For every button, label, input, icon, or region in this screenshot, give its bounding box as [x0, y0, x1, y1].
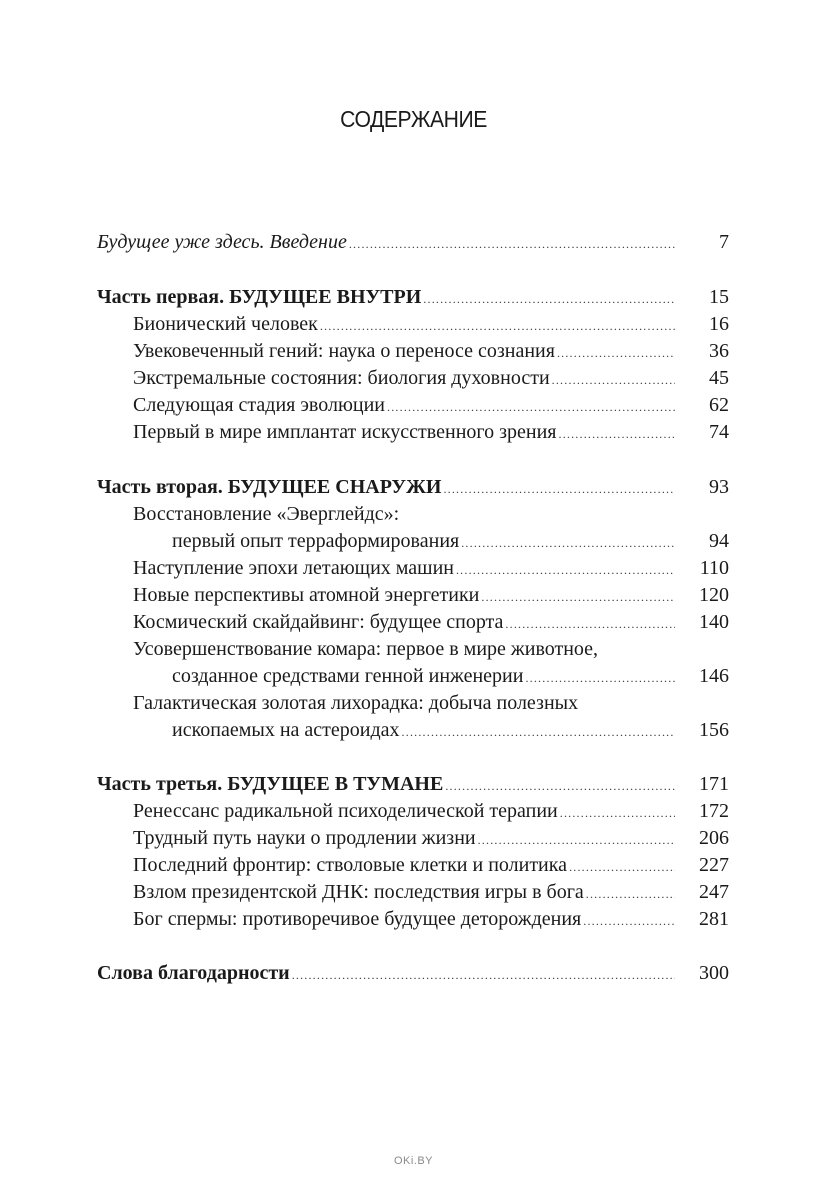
entry-title: Галактическая золотая лихорадка: добыча полезных	[133, 692, 579, 714]
leader-dots	[456, 557, 675, 583]
entry-title: Взлом президентской ДНК: последствия игры в бога	[133, 881, 584, 903]
toc-entry[interactable]	[133, 555, 729, 581]
leader-dots	[481, 584, 675, 610]
entry-title: Ренессанс радикальной психоделической терапии	[133, 800, 558, 822]
entry-title: Первый в мире имплантат искусственного зрения	[133, 421, 557, 443]
entry-title: первый опыт терраформирования	[172, 530, 460, 552]
toc-entry[interactable]	[133, 825, 729, 851]
leader-dots	[320, 313, 675, 339]
toc-entry[interactable]	[133, 906, 729, 932]
entry-title: Космический скайдайвинг: будущее спорта	[133, 611, 504, 633]
toc-entry[interactable]	[133, 609, 729, 635]
leader-dots	[478, 827, 675, 853]
entry-title: Восстановление «Эверглейдс»:	[133, 503, 400, 525]
entry-title: Следующая стадия эволюции	[133, 394, 386, 416]
entry-title: ископаемых на астероидах	[172, 719, 400, 741]
entry-page: 93	[709, 476, 729, 498]
entry-title: Слова благодарности	[97, 962, 290, 984]
leader-dots	[505, 611, 675, 637]
entry-page: 94	[709, 530, 729, 552]
entry-page: 15	[709, 286, 729, 308]
entry-title: Часть третья. БУДУЩЕЕ В ТУМАНЕ	[97, 773, 444, 795]
leader-dots	[349, 231, 675, 257]
toc-entry[interactable]	[133, 501, 729, 527]
leader-dots	[560, 800, 675, 826]
entry-page: 300	[699, 962, 729, 984]
entry-title: Трудный путь науки о продлении жизни	[133, 827, 476, 849]
toc-entry[interactable]	[133, 338, 729, 364]
leader-dots	[461, 530, 675, 556]
toc-entry[interactable]	[133, 311, 729, 337]
toc-entry[interactable]	[133, 636, 729, 662]
toc-entry-continuation[interactable]	[172, 528, 729, 554]
toc-entry-part-one[interactable]	[97, 284, 729, 310]
entry-page: 16	[709, 313, 729, 335]
entry-page: 110	[699, 557, 729, 579]
leader-dots	[552, 367, 675, 393]
entry-page: 74	[709, 421, 729, 443]
entry-title: Будущее уже здесь. Введение	[97, 231, 347, 253]
entry-title: Экстремальные состояния: биология духовности	[133, 367, 550, 389]
entry-page: 146	[699, 665, 729, 687]
entry-page: 227	[699, 854, 729, 876]
entry-page: 171	[699, 773, 729, 795]
toc-entry[interactable]	[133, 582, 729, 608]
leader-dots	[583, 908, 675, 934]
toc-entry[interactable]	[133, 798, 729, 824]
entry-page: 206	[699, 827, 729, 849]
leader-dots	[586, 881, 675, 907]
leader-dots	[443, 476, 675, 502]
entry-page: 36	[709, 340, 729, 362]
entry-title: Усовершенствование комара: первое в мире животное,	[133, 638, 599, 660]
leader-dots	[423, 286, 675, 312]
entry-page: 140	[699, 611, 729, 633]
toc-entry-continuation[interactable]	[172, 717, 729, 743]
toc-entry-introduction[interactable]	[97, 229, 729, 255]
entry-title: созданное средствами генной инженерии	[172, 665, 524, 687]
entry-page: 62	[709, 394, 729, 416]
entry-title: Бог спермы: противоречивое будущее деторождения	[133, 908, 582, 930]
entry-title: Увековеченный гений: наука о переносе сознания	[133, 340, 555, 362]
leader-dots	[445, 773, 675, 799]
watermark: OKi.BY	[393, 1155, 434, 1167]
toc-entry[interactable]	[133, 852, 729, 878]
toc-entry-part-two[interactable]	[97, 474, 729, 500]
toc-entry[interactable]	[133, 392, 729, 418]
toc-entry-continuation[interactable]	[172, 663, 729, 689]
toc-entry-acknowledgements[interactable]	[97, 960, 729, 986]
entry-page: 45	[709, 367, 729, 389]
entry-title: Новые перспективы атомной энергетики	[133, 584, 480, 606]
entry-page: 156	[699, 719, 729, 741]
toc-entry-part-three[interactable]	[97, 771, 729, 797]
leader-dots	[569, 854, 675, 880]
entry-page: 172	[699, 800, 729, 822]
toc-entry[interactable]	[133, 419, 729, 445]
leader-dots	[557, 340, 675, 366]
entry-page: 7	[719, 231, 729, 253]
page-title: СОДЕРЖАНИЕ	[340, 106, 487, 132]
leader-dots	[402, 719, 675, 745]
entry-title: Бионический человек	[133, 313, 318, 335]
entry-title: Наступление эпохи летающих машин	[133, 557, 454, 579]
entry-page: 120	[699, 584, 729, 606]
entry-page: 247	[699, 881, 729, 903]
entry-title: Последний фронтир: стволовые клетки и политика	[133, 854, 568, 876]
toc-entry[interactable]	[133, 879, 729, 905]
entry-title: Часть первая. БУДУЩЕЕ ВНУТРИ	[97, 286, 422, 308]
toc-entry[interactable]	[133, 690, 729, 716]
entry-page: 281	[699, 908, 729, 930]
toc-entry[interactable]	[133, 365, 729, 391]
entry-title: Часть вторая. БУДУЩЕЕ СНАРУЖИ	[97, 476, 442, 498]
leader-dots	[387, 394, 675, 420]
leader-dots	[525, 665, 675, 691]
leader-dots	[292, 962, 675, 988]
leader-dots	[559, 421, 676, 447]
